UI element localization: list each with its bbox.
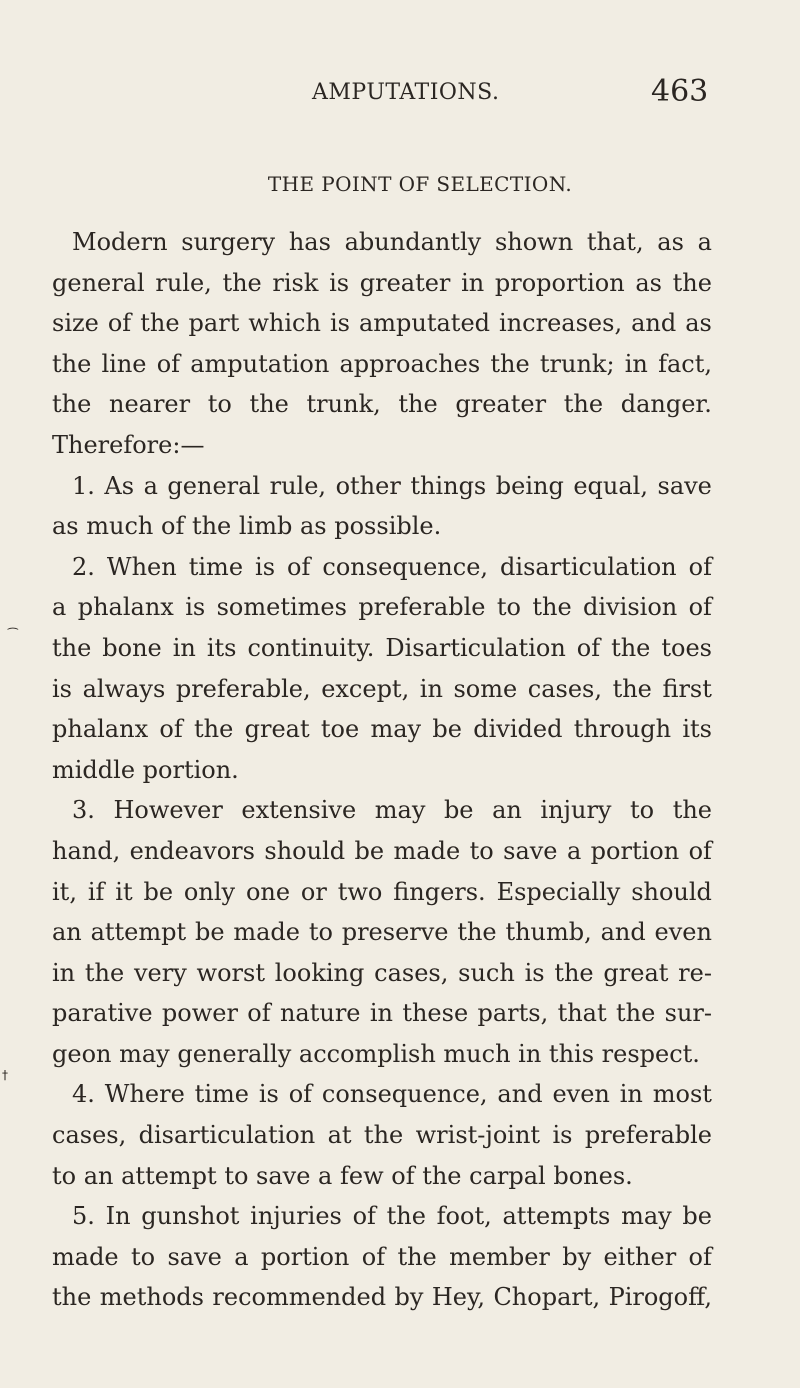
text-line: Modern surgery has abundantly shown that, as a bbox=[72, 228, 712, 256]
text-line: geon may generally accomplish much in this respect. bbox=[52, 1039, 700, 1068]
text-line: the bone in its continuity. Disarticulation of the toes bbox=[52, 633, 712, 662]
text-line: parative power of nature in these parts, that the sur- bbox=[52, 999, 712, 1028]
text-line: an attempt be made to preserve the thumb, and even bbox=[52, 918, 712, 947]
text-line: made to save a portion of the member by either of bbox=[52, 1242, 712, 1271]
text-line: it, if it be only one or two fingers. Especially should bbox=[52, 877, 712, 906]
text-line: the methods recommended by Hey, Chopart, Pirogoff, bbox=[52, 1283, 712, 1312]
margin-mark: † bbox=[2, 1068, 8, 1082]
running-title: AMPUTATIONS. bbox=[312, 80, 500, 105]
text-line: is always preferable, except, in some cases, the first bbox=[52, 674, 712, 703]
text-line: the line of amputation approaches the trunk; in fact, bbox=[52, 349, 712, 378]
text-line: the nearer to the trunk, the greater the danger. bbox=[52, 390, 712, 419]
body-text bbox=[52, 222, 712, 1318]
text-line: Therefore:— bbox=[52, 430, 205, 459]
text-line: as much of the limb as possible. bbox=[52, 512, 442, 541]
text-line: 3. However extensive may be an injury to the bbox=[72, 796, 712, 825]
text-line: 1. As a general rule, other things being equal, save bbox=[72, 471, 712, 500]
text-line: a phalanx is sometimes preferable to the division of bbox=[52, 593, 712, 622]
text-line: general rule, the risk is greater in proportion as the bbox=[52, 268, 712, 297]
section-heading: THE POINT OF SELECTION. bbox=[267, 172, 573, 196]
text-line: in the very worst looking cases, such is the great re- bbox=[52, 958, 712, 987]
text-line: size of the part which is amputated increases, and as bbox=[52, 309, 712, 338]
text-line: cases, disarticulation at the wrist-joint is preferable bbox=[52, 1121, 712, 1150]
text-line: hand, endeavors should be made to save a portion of bbox=[52, 836, 712, 865]
text-line: 5. In gunshot injuries of the foot, attempts may be bbox=[72, 1202, 712, 1231]
text-line: 4. Where time is of consequence, and even in most bbox=[72, 1080, 712, 1109]
text-line: phalanx of the great toe may be divided through its bbox=[52, 715, 712, 744]
margin-mark: ⁀ bbox=[8, 628, 18, 642]
text-line: middle portion. bbox=[52, 755, 239, 784]
text-line: 2. When time is of consequence, disarticulation of bbox=[72, 552, 712, 581]
text-line: to an attempt to save a few of the carpal bones. bbox=[52, 1161, 633, 1190]
page-number: 463 bbox=[651, 74, 709, 109]
